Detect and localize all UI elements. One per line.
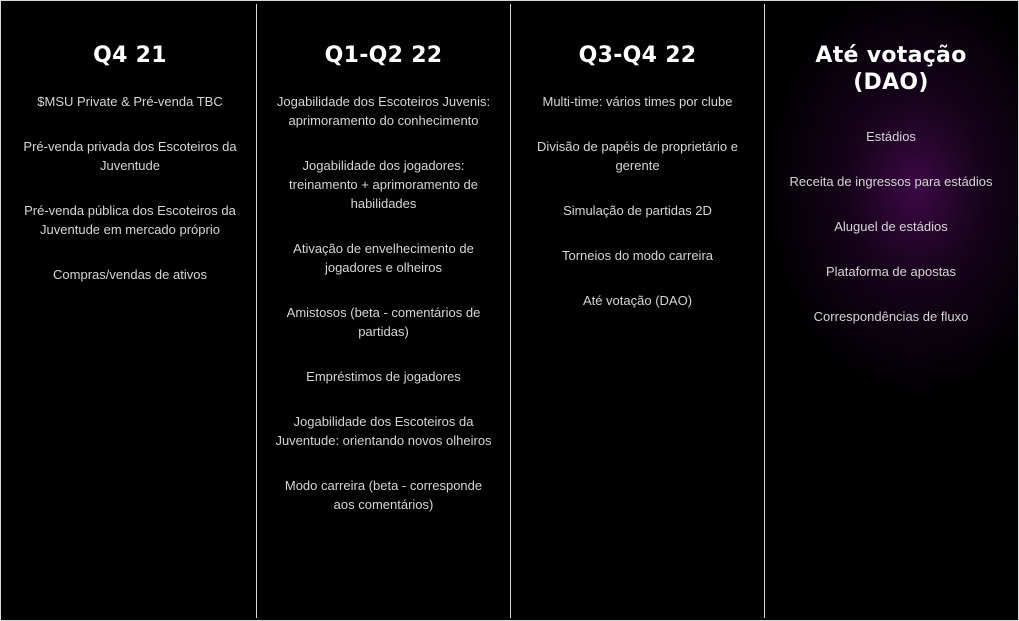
milestone-item: Até votação (DAO) — [582, 293, 693, 308]
milestone-list — [4, 92, 256, 284]
milestone-item: $MSU Private & Pré-venda TBC — [37, 94, 223, 109]
milestone-item: Simulação de partidas 2D — [563, 203, 712, 218]
roadmap-column-dao — [764, 4, 1017, 618]
milestone-item: Pré-venda pública dos Escoteiros da Juventude em mercado próprio — [24, 203, 236, 237]
milestone-item: Jogabilidade dos Escoteiros da Juventude: orientando novos olheiros — [275, 414, 492, 448]
milestone-item: Aluguel de estádios — [834, 219, 948, 234]
roadmap-column-q3-q4-22 — [510, 4, 764, 618]
column-heading: Até votação (DAO) — [815, 43, 967, 95]
milestone-item: Estádios — [866, 129, 916, 144]
milestone-item: Plataforma de apostas — [825, 264, 957, 279]
column-heading: Q3-Q4 22 — [578, 43, 697, 68]
roadmap-column-q4-21 — [4, 4, 256, 618]
milestone-list — [765, 127, 1017, 326]
milestone-item: Pré-venda privada dos Escoteiros da Juventude — [23, 139, 237, 173]
milestone-item: Amistosos (beta - comentários de partidas) — [286, 305, 481, 339]
milestone-item: Multi-time: vários times por clube — [542, 94, 733, 109]
milestone-item: Jogabilidade dos Escoteiros Juvenis: aprimoramento do conhecimento — [276, 94, 491, 128]
milestone-item: Ativação de envelhecimento de jogadores e olheiros — [293, 241, 474, 275]
milestone-item: Compras/vendas de ativos — [53, 267, 207, 282]
milestone-item: Torneios do modo carreira — [561, 248, 714, 263]
milestone-list — [511, 92, 764, 310]
roadmap-column-q1-q2-22 — [256, 4, 510, 618]
milestone-item: Empréstimos de jogadores — [306, 369, 461, 384]
milestone-item: Correspondências de fluxo — [813, 309, 969, 324]
milestone-item: Jogabilidade dos jogadores: treinamento + aprimoramento de habilidades — [289, 158, 478, 211]
milestone-item: Divisão de papéis de proprietário e gerente — [537, 139, 738, 173]
milestone-item: Modo carreira (beta - corresponde aos comentários) — [284, 478, 483, 512]
column-heading: Q4 21 — [93, 43, 167, 68]
column-heading: Q1-Q2 22 — [324, 43, 443, 68]
milestone-item: Receita de ingressos para estádios — [789, 174, 993, 189]
milestone-list — [257, 92, 510, 514]
